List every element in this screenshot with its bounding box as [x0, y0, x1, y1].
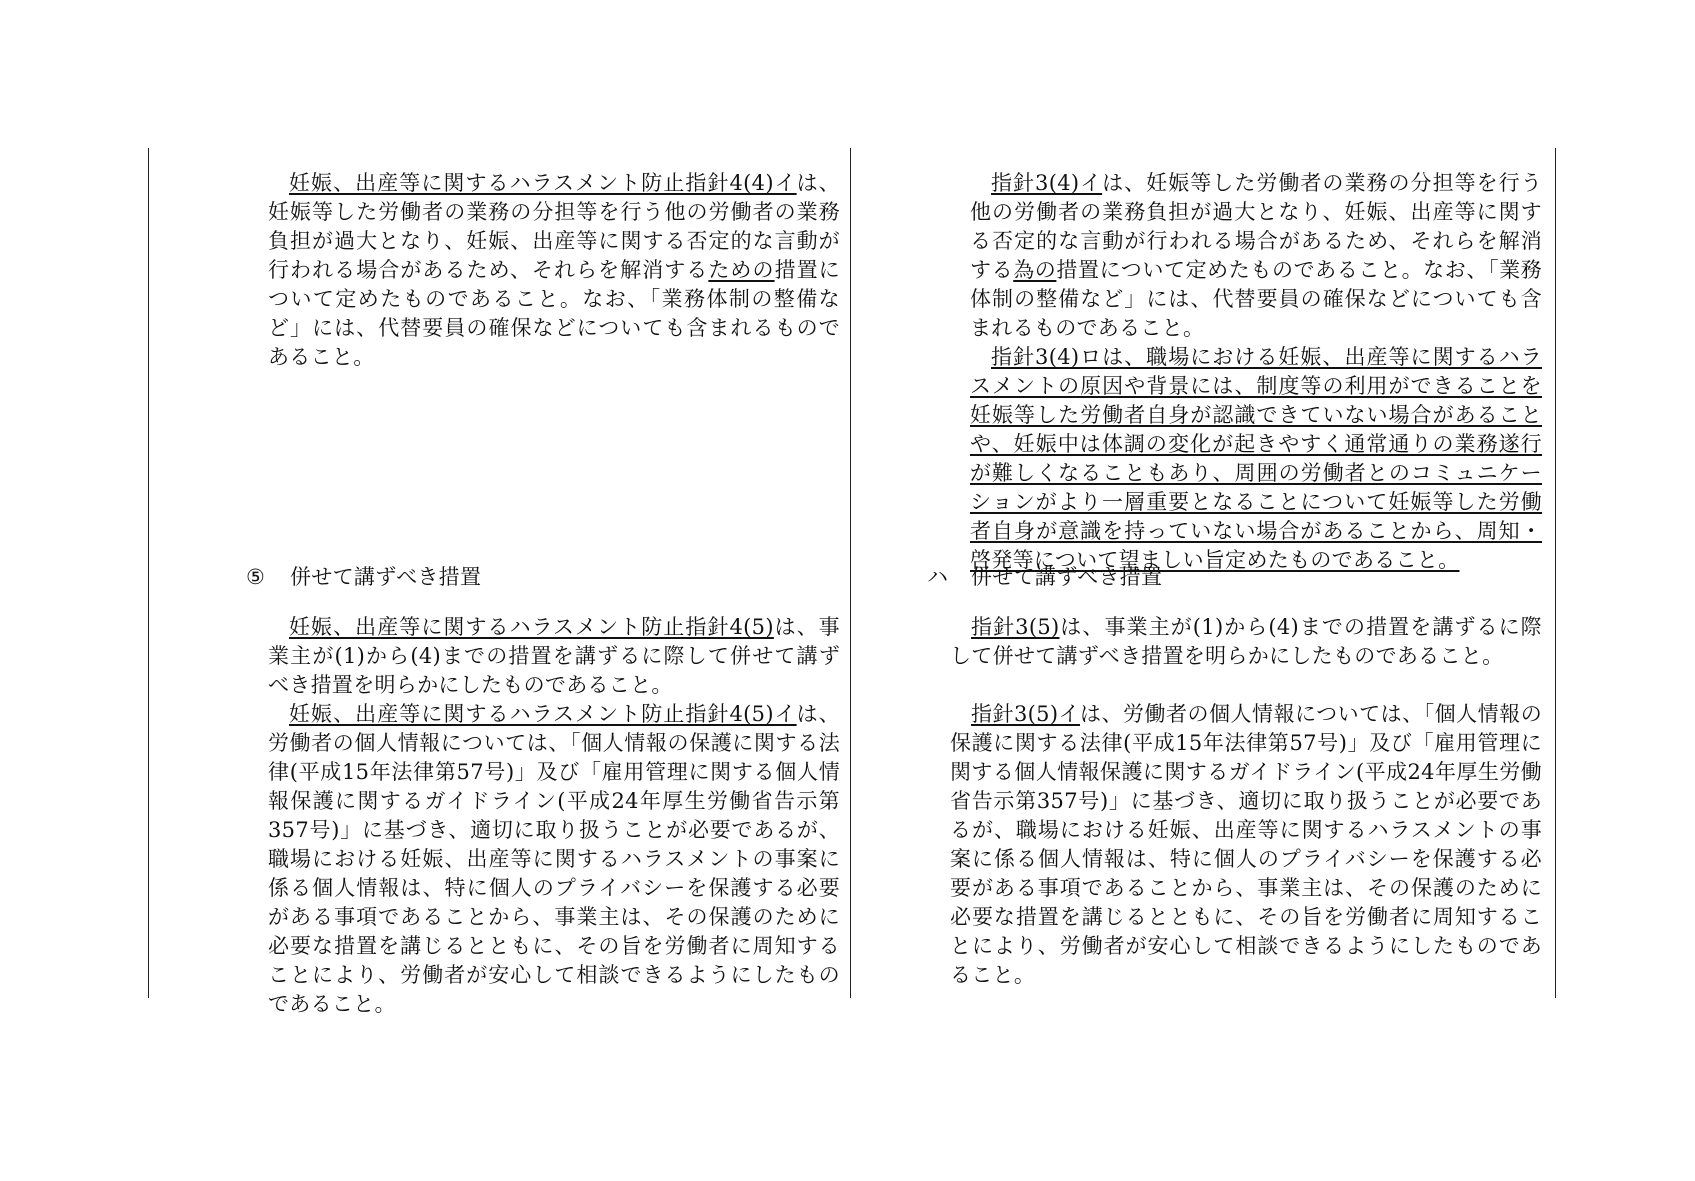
right-section-heading: [927, 563, 1527, 592]
center-divider-rule: [850, 148, 851, 998]
right-para-4-text: は、労働者の個人情報については、「個人情報の保護に関する法律(平成15年法律第57号)」及び「雇用管理に関する個人情報保護に関するガイドライン(平成24年厚生労働省告示第357号)」に基づき、適切に取り扱うことが必要であるが、職場における妊娠、出産等に関するハラスメントの事案に係る個人情報は、特に個人のプライバシーを保護する必要がある事項であることから、事業主は、その保護のために必要な措置を講じるとともに、その旨を労働者に周知することにより、労働者が安心して相談できるようにしたものであること。: [950, 702, 1542, 987]
left-para-2-text: は、事業主が(1)から(4)までの措置を講ずるに際して併せて講ずべき措置を明らかにしたものであること。: [268, 615, 840, 697]
right-para-2: [970, 322, 1542, 596]
right-border-rule: [1555, 148, 1556, 998]
right-para-3-ref: 指針3(5): [971, 615, 1060, 639]
right-para-3: [950, 592, 1542, 692]
right-para-1-text-a: は、妊娠等した労働者の業務の分担等を行う他の労働者の業務負担が過大となり、妊娠、出産等に関する否定的な言動が行われる場合があるため、それらを解消する: [970, 171, 1543, 282]
left-border-rule: [148, 148, 149, 998]
left-para-2-ref: 妊娠、出産等に関するハラスメント防止指針4(5): [289, 615, 774, 639]
right-heading-text: 併せて講ずべき措置: [971, 565, 1163, 589]
left-heading-text: 併せて講ずべき措置: [290, 565, 482, 589]
right-para-4-ref: 指針3(5)イ: [971, 702, 1081, 726]
right-para-1-ref: 指針3(4)イ: [991, 171, 1103, 195]
left-para-1-text-b: 措置について定めたものであること。なお、「業務体制の整備など」には、代替要員の確保などについても含まれるものであること。: [268, 258, 840, 369]
right-para-4: [950, 679, 1542, 1011]
right-para-2-underlined: 指針3(4)ロは、職場における妊娠、出産等に関するハラスメントの原因や背景には、制度等の利用ができることを妊娠等した労働者自身が認識できていない場合があることや、妊娠中は体調の変化が起きやすく通常通りの業務遂行が難しくなることもあり、周囲の労働者とのコミュニケーションがより一層重要となることについて妊娠等した労働者自身が意識を持っていない場合があることから、周知・啓発等について望ましい旨定めたものであること。: [970, 345, 1542, 572]
right-para-1-text-b: 措置について定めたものであること。なお、「業務体制の整備など」には、代替要員の確保などについても含まれるものであること。: [970, 258, 1542, 340]
right-para-3-text: は、事業主が(1)から(4)までの措置を講ずるに際して併せて講ずべき措置を明らかにしたものであること。: [950, 615, 1542, 668]
left-para-3: [268, 679, 840, 1040]
left-para-1-text-a: は、妊娠等した労働者の業務の分担等を行う他の労働者の業務負担が過大となり、妊娠、出産等に関する否定的な言動が行われる場合があるため、それらを解消する: [268, 171, 840, 282]
left-section-heading: [246, 563, 846, 592]
left-heading-marker: ⑤: [246, 565, 266, 589]
right-heading-marker: ハ: [927, 565, 949, 589]
left-para-1-ref: 妊娠、出産等に関するハラスメント防止指針4(4)イ: [289, 171, 797, 195]
left-para-3-ref: 妊娠、出産等に関するハラスメント防止指針4(5)イ: [289, 702, 797, 726]
left-para-1: [268, 148, 840, 393]
right-para-1-ref-2: 為の: [1013, 258, 1057, 282]
left-para-1-ref-2: ための: [708, 258, 775, 282]
left-para-3-text: は、労働者の個人情報については、「個人情報の保護に関する法律(平成15年法律第57号)」及び「雇用管理に関する個人情報保護に関するガイドライン(平成24年厚生労働省告示第357号)」に基づき、適切に取り扱うことが必要であるが、職場における妊娠、出産等に関するハラスメントの事案に係る個人情報は、特に個人のプライバシーを保護する必要がある事項であることから、事業主は、その保護のために必要な措置を講じるとともに、その旨を労働者に周知することにより、労働者が安心して相談できるようにしたものであること。: [268, 702, 840, 1016]
